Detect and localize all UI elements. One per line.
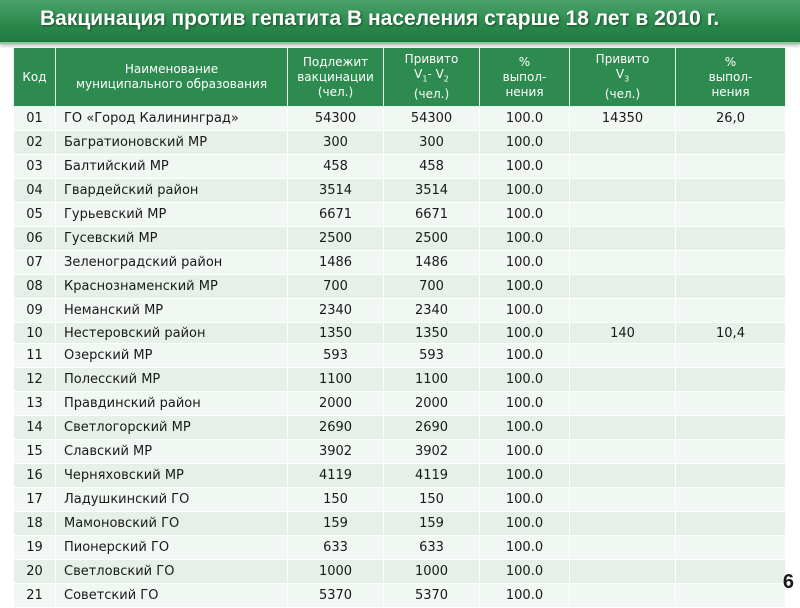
cell-code: 13 [14, 392, 56, 416]
table-row [14, 392, 786, 416]
cell-vaccinated-v1-v2: 159 [384, 512, 480, 536]
cell-subject: 633 [288, 536, 384, 560]
cell-percent-2 [676, 203, 786, 227]
cell-percent-1: 100.0 [480, 275, 570, 299]
cell-subject: 159 [288, 512, 384, 536]
cell-vaccinated-v1-v2: 2500 [384, 227, 480, 251]
cell-percent-1: 100.0 [480, 416, 570, 440]
cell-percent-1: 100.0 [480, 368, 570, 392]
cell-code: 08 [14, 275, 56, 299]
cell-code: 18 [14, 512, 56, 536]
cell-percent-2 [676, 179, 786, 203]
cell-vaccinated-v3 [570, 488, 676, 512]
cell-vaccinated-v3 [570, 368, 676, 392]
header-name: Наименование муниципального образования [56, 48, 288, 107]
cell-code: 02 [14, 131, 56, 155]
cell-percent-1: 100.0 [480, 392, 570, 416]
table-row [14, 416, 786, 440]
cell-municipality: Славский МР [56, 440, 288, 464]
cell-municipality: Гвардейский район [56, 179, 288, 203]
cell-percent-1: 100.0 [480, 344, 570, 368]
table-row [14, 203, 786, 227]
cell-percent-1: 100.0 [480, 107, 570, 131]
cell-vaccinated-v1-v2: 1000 [384, 560, 480, 584]
cell-vaccinated-v3 [570, 560, 676, 584]
cell-subject: 700 [288, 275, 384, 299]
cell-percent-1: 100.0 [480, 440, 570, 464]
cell-percent-1: 100.0 [480, 203, 570, 227]
cell-percent-2 [676, 368, 786, 392]
table-row [14, 227, 786, 251]
cell-vaccinated-v3 [570, 275, 676, 299]
cell-vaccinated-v3 [570, 155, 676, 179]
cell-percent-1: 100.0 [480, 299, 570, 323]
cell-percent-1: 100.0 [480, 155, 570, 179]
cell-percent-1: 100.0 [480, 464, 570, 488]
cell-vaccinated-v3 [570, 299, 676, 323]
cell-subject: 6671 [288, 203, 384, 227]
cell-municipality: Краснознаменский МР [56, 275, 288, 299]
cell-municipality: Ладушкинский ГО [56, 488, 288, 512]
table-header-row [14, 48, 786, 107]
cell-code: 20 [14, 560, 56, 584]
cell-percent-2 [676, 512, 786, 536]
table-row [14, 488, 786, 512]
cell-municipality: Светлогорский МР [56, 416, 288, 440]
cell-percent-2 [676, 440, 786, 464]
cell-vaccinated-v1-v2: 150 [384, 488, 480, 512]
cell-percent-1: 100.0 [480, 584, 570, 608]
cell-subject: 1100 [288, 368, 384, 392]
cell-subject: 1000 [288, 560, 384, 584]
title-bar [0, 0, 800, 44]
vaccination-table [13, 47, 786, 608]
cell-vaccinated-v3 [570, 131, 676, 155]
cell-municipality: Гусевский МР [56, 227, 288, 251]
cell-vaccinated-v1-v2: 5370 [384, 584, 480, 608]
cell-vaccinated-v1-v2: 300 [384, 131, 480, 155]
cell-vaccinated-v3 [570, 584, 676, 608]
cell-municipality: Пионерский ГО [56, 536, 288, 560]
header-code: Код [14, 48, 56, 107]
header-vaccinated-v3: Привито $V_3$ (чел.) [570, 48, 676, 107]
cell-code: 05 [14, 203, 56, 227]
header-percent-1: % выпол- нения [480, 48, 570, 107]
cell-vaccinated-v1-v2: 458 [384, 155, 480, 179]
cell-percent-1: 100.0 [480, 131, 570, 155]
table-body [14, 107, 786, 608]
cell-vaccinated-v3 [570, 392, 676, 416]
cell-subject: 4119 [288, 464, 384, 488]
table-row [14, 275, 786, 299]
cell-municipality: Неманский МР [56, 299, 288, 323]
cell-vaccinated-v3 [570, 512, 676, 536]
cell-percent-1: 100.0 [480, 179, 570, 203]
cell-vaccinated-v1-v2: 54300 [384, 107, 480, 131]
cell-vaccinated-v3 [570, 536, 676, 560]
cell-municipality: Полесский МР [56, 368, 288, 392]
table-row [14, 323, 786, 344]
cell-code: 21 [14, 584, 56, 608]
cell-vaccinated-v3 [570, 203, 676, 227]
cell-code: 19 [14, 536, 56, 560]
cell-percent-1: 100.0 [480, 488, 570, 512]
cell-vaccinated-v1-v2: 2340 [384, 299, 480, 323]
cell-percent-2: 26,0 [676, 107, 786, 131]
cell-vaccinated-v1-v2: 1486 [384, 251, 480, 275]
table-row [14, 368, 786, 392]
table-row [14, 131, 786, 155]
cell-percent-2 [676, 536, 786, 560]
cell-percent-2 [676, 227, 786, 251]
cell-vaccinated-v3 [570, 227, 676, 251]
cell-municipality: Гурьевский МР [56, 203, 288, 227]
cell-vaccinated-v1-v2: 593 [384, 344, 480, 368]
cell-vaccinated-v1-v2: 633 [384, 536, 480, 560]
table-row [14, 107, 786, 131]
table-row [14, 536, 786, 560]
cell-percent-2 [676, 584, 786, 608]
table-row [14, 299, 786, 323]
cell-subject: 2690 [288, 416, 384, 440]
cell-percent-2 [676, 251, 786, 275]
cell-municipality: Мамоновский ГО [56, 512, 288, 536]
cell-subject: 5370 [288, 584, 384, 608]
cell-subject: 3902 [288, 440, 384, 464]
cell-subject: 54300 [288, 107, 384, 131]
cell-vaccinated-v1-v2: 4119 [384, 464, 480, 488]
table-row [14, 440, 786, 464]
cell-code: 04 [14, 179, 56, 203]
cell-subject: 150 [288, 488, 384, 512]
cell-code: 11 [14, 344, 56, 368]
cell-municipality: ГО «Город Калининград» [56, 107, 288, 131]
cell-percent-2 [676, 488, 786, 512]
table-row [14, 560, 786, 584]
cell-subject: 1486 [288, 251, 384, 275]
cell-code: 10 [14, 323, 56, 344]
cell-vaccinated-v1-v2: 1350 [384, 323, 480, 344]
cell-percent-2: 10,4 [676, 323, 786, 344]
cell-municipality: Черняховский МР [56, 464, 288, 488]
cell-code: 07 [14, 251, 56, 275]
table-row [14, 584, 786, 608]
cell-vaccinated-v1-v2: 6671 [384, 203, 480, 227]
cell-vaccinated-v3 [570, 179, 676, 203]
cell-code: 14 [14, 416, 56, 440]
page-number: 6 [782, 571, 794, 593]
table-row [14, 464, 786, 488]
cell-municipality: Правдинский район [56, 392, 288, 416]
cell-vaccinated-v3 [570, 440, 676, 464]
cell-subject: 2500 [288, 227, 384, 251]
cell-municipality: Зеленоградский район [56, 251, 288, 275]
table-row [14, 179, 786, 203]
cell-code: 09 [14, 299, 56, 323]
cell-percent-2 [676, 392, 786, 416]
table-row [14, 512, 786, 536]
cell-subject: 1350 [288, 323, 384, 344]
table-row [14, 344, 786, 368]
cell-percent-1: 100.0 [480, 227, 570, 251]
cell-percent-1: 100.0 [480, 512, 570, 536]
cell-percent-2 [676, 416, 786, 440]
cell-subject: 458 [288, 155, 384, 179]
page-title: Вакцинация против гепатита В населения старше 18 лет в 2010 г. [40, 7, 720, 30]
cell-vaccinated-v3 [570, 251, 676, 275]
cell-municipality: Советский ГО [56, 584, 288, 608]
cell-percent-1: 100.0 [480, 323, 570, 344]
cell-subject: 3514 [288, 179, 384, 203]
cell-vaccinated-v3: 140 [570, 323, 676, 344]
cell-code: 15 [14, 440, 56, 464]
cell-vaccinated-v1-v2: 700 [384, 275, 480, 299]
table-row [14, 155, 786, 179]
cell-municipality: Светловский ГО [56, 560, 288, 584]
cell-percent-1: 100.0 [480, 536, 570, 560]
cell-percent-2 [676, 155, 786, 179]
cell-code: 17 [14, 488, 56, 512]
cell-percent-2 [676, 299, 786, 323]
cell-vaccinated-v1-v2: 2000 [384, 392, 480, 416]
cell-percent-2 [676, 131, 786, 155]
cell-vaccinated-v1-v2: 3514 [384, 179, 480, 203]
cell-code: 03 [14, 155, 56, 179]
cell-vaccinated-v3 [570, 416, 676, 440]
header-vaccinated-v1-v2: Привито $V_1-$ $V_2$ (чел.) [384, 48, 480, 107]
cell-percent-1: 100.0 [480, 251, 570, 275]
cell-code: 16 [14, 464, 56, 488]
cell-municipality: Озерский МР [56, 344, 288, 368]
cell-subject: 593 [288, 344, 384, 368]
cell-percent-2 [676, 560, 786, 584]
cell-percent-2 [676, 464, 786, 488]
cell-municipality: Балтийский МР [56, 155, 288, 179]
cell-code: 06 [14, 227, 56, 251]
cell-percent-1: 100.0 [480, 560, 570, 584]
cell-municipality: Багратионовский МР [56, 131, 288, 155]
header-subject: Подлежит вакцинации (чел.) [288, 48, 384, 107]
cell-subject: 2000 [288, 392, 384, 416]
table-row [14, 251, 786, 275]
cell-code: 12 [14, 368, 56, 392]
cell-vaccinated-v3 [570, 344, 676, 368]
cell-code: 01 [14, 107, 56, 131]
cell-vaccinated-v3: 14350 [570, 107, 676, 131]
cell-vaccinated-v1-v2: 2690 [384, 416, 480, 440]
header-percent-2: % выпол- нения [676, 48, 786, 107]
cell-vaccinated-v1-v2: 1100 [384, 368, 480, 392]
cell-vaccinated-v1-v2: 3902 [384, 440, 480, 464]
cell-subject: 2340 [288, 299, 384, 323]
cell-percent-2 [676, 275, 786, 299]
cell-municipality: Нестеровский район [56, 323, 288, 344]
cell-subject: 300 [288, 131, 384, 155]
cell-percent-2 [676, 344, 786, 368]
cell-vaccinated-v3 [570, 464, 676, 488]
